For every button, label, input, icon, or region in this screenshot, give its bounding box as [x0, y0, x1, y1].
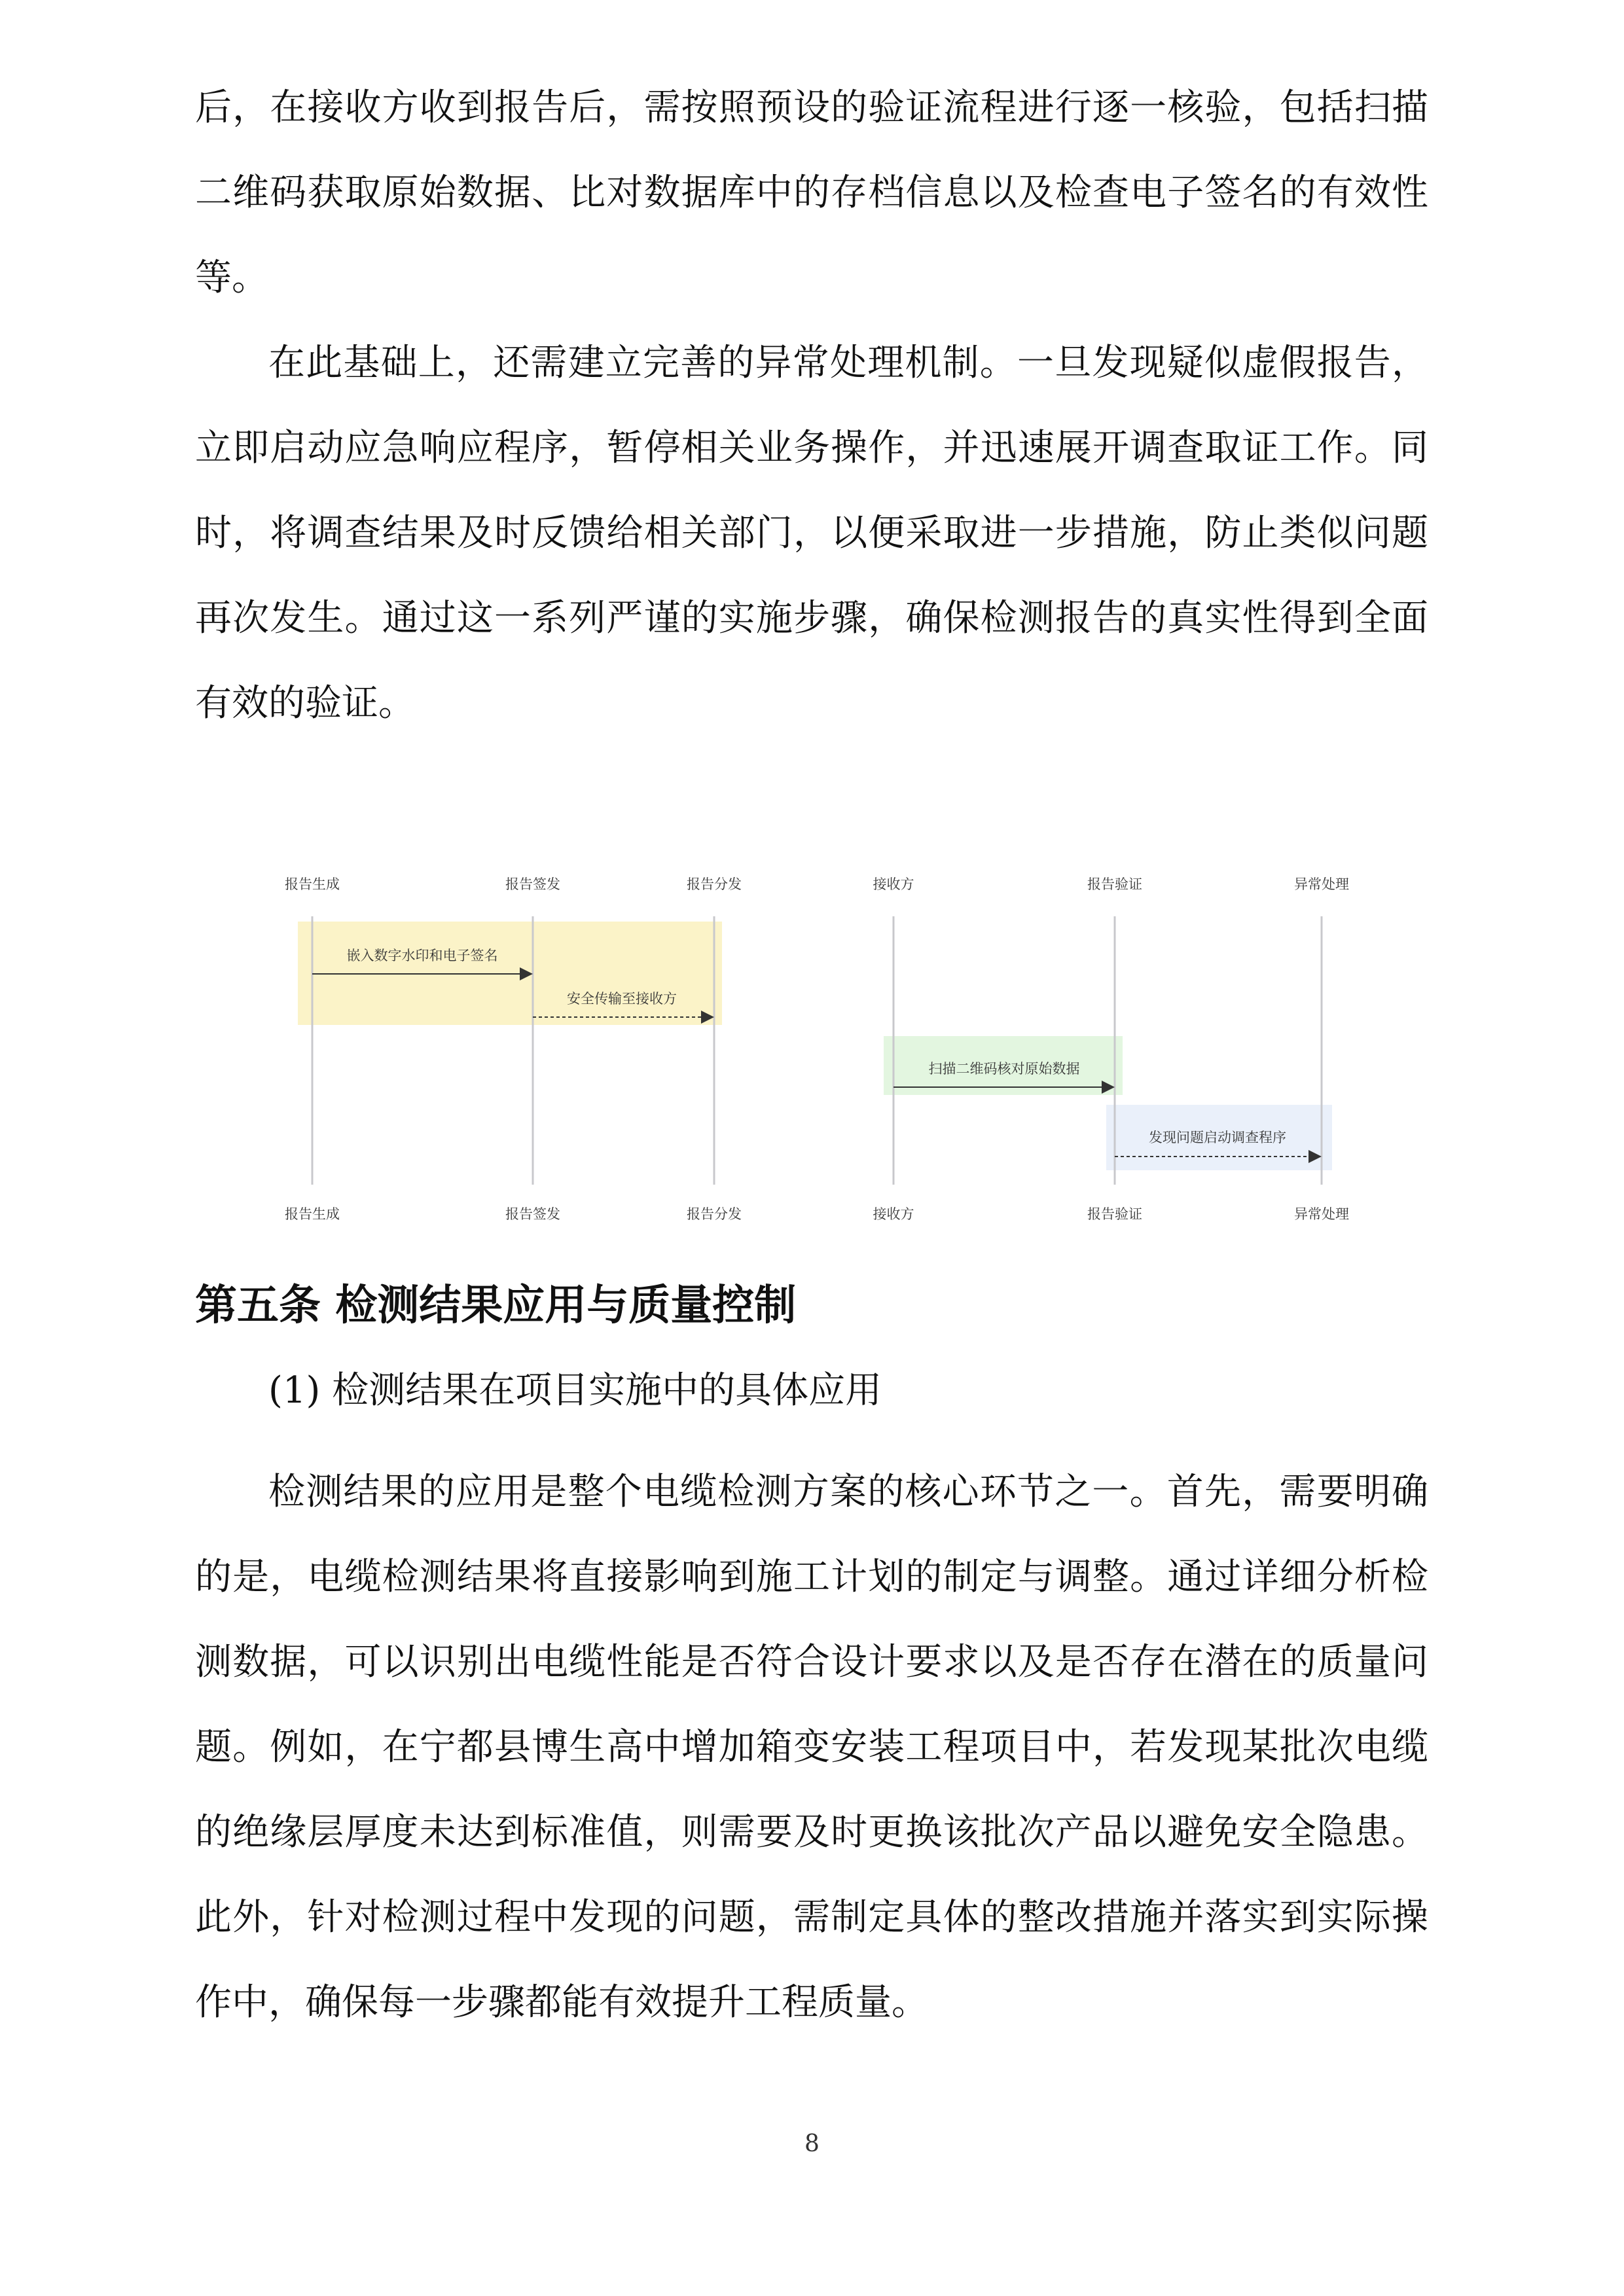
application-paragraph: 检测结果的应用是整个电缆检测方案的核心环节之一。首先，需要明确的是，电缆检测结果将直接影响到施工计划的制定与调整。通过详细分析检测数据，可以识别出电缆性能是否符合设计要求以及是否存在潜在的质量问题。例如，在宁都县博生高中增加箱变安装工程项目中，若发现某批次电缆的绝缘层厚度未达到标准值，则需要及时更换该批次产品以避免安全隐患。此外，针对检测过程中发现的问题，需制定具体的整改措施并落实到实际操作中，确保每一步骤都能有效提升工程质量。 — [195, 1471, 1428, 2024]
participant-bottom-receiver: 接收方 — [873, 1206, 914, 1222]
participant-top-exception-handling: 异常处理 — [1294, 876, 1349, 892]
participant-bottom-report-distribute: 报告分发 — [687, 1206, 742, 1222]
exception-paragraph: 在此基础上，还需建立完善的异常处理机制。一旦发现疑似虚假报告，立即启动应急响应程序，暂停相关业务操作，并迅速展开调查取证工作。同时，将调查结果及时反馈给相关部门，以便采取进一步措施，防止类似问题再次发生。通过这一系列严谨的实施步骤，确保检测报告的真实性得到全面有效的验证。 — [195, 342, 1428, 725]
subheading: (1) 检测结果在项目实施中的具体应用 — [268, 1369, 882, 1412]
participant-bottom-report-issue: 报告签发 — [505, 1206, 560, 1222]
message-label-start-investigation: 发现问题启动调查程序 — [1149, 1130, 1286, 1145]
page-number: 8 — [804, 2130, 820, 2157]
message-label-secure-transfer: 安全传输至接收方 — [567, 991, 677, 1007]
participant-bottom-exception-handling: 异常处理 — [1294, 1206, 1349, 1222]
participant-top-report-distribute: 报告分发 — [687, 876, 742, 892]
participant-bottom-report-verify: 报告验证 — [1087, 1206, 1142, 1222]
participant-top-report-generate: 报告生成 — [285, 876, 340, 892]
message-label-scan-qr: 扫描二维码核对原始数据 — [928, 1061, 1080, 1077]
participant-top-report-issue: 报告签发 — [505, 876, 560, 892]
message-label-embed-watermark: 嵌入数字水印和电子签名 — [346, 948, 498, 963]
participant-top-report-verify: 报告验证 — [1087, 876, 1142, 892]
participant-top-receiver: 接收方 — [873, 876, 914, 892]
section-heading: 第五条 检测结果应用与质量控制 — [195, 1282, 797, 1330]
intro-paragraph: 后，在接收方收到报告后，需按照预设的验证流程进行逐一核验，包括扫描二维码获取原始数据、比对数据库中的存档信息以及检查电子签名的有效性等。 — [195, 86, 1428, 299]
participant-bottom-report-generate: 报告生成 — [285, 1206, 340, 1222]
